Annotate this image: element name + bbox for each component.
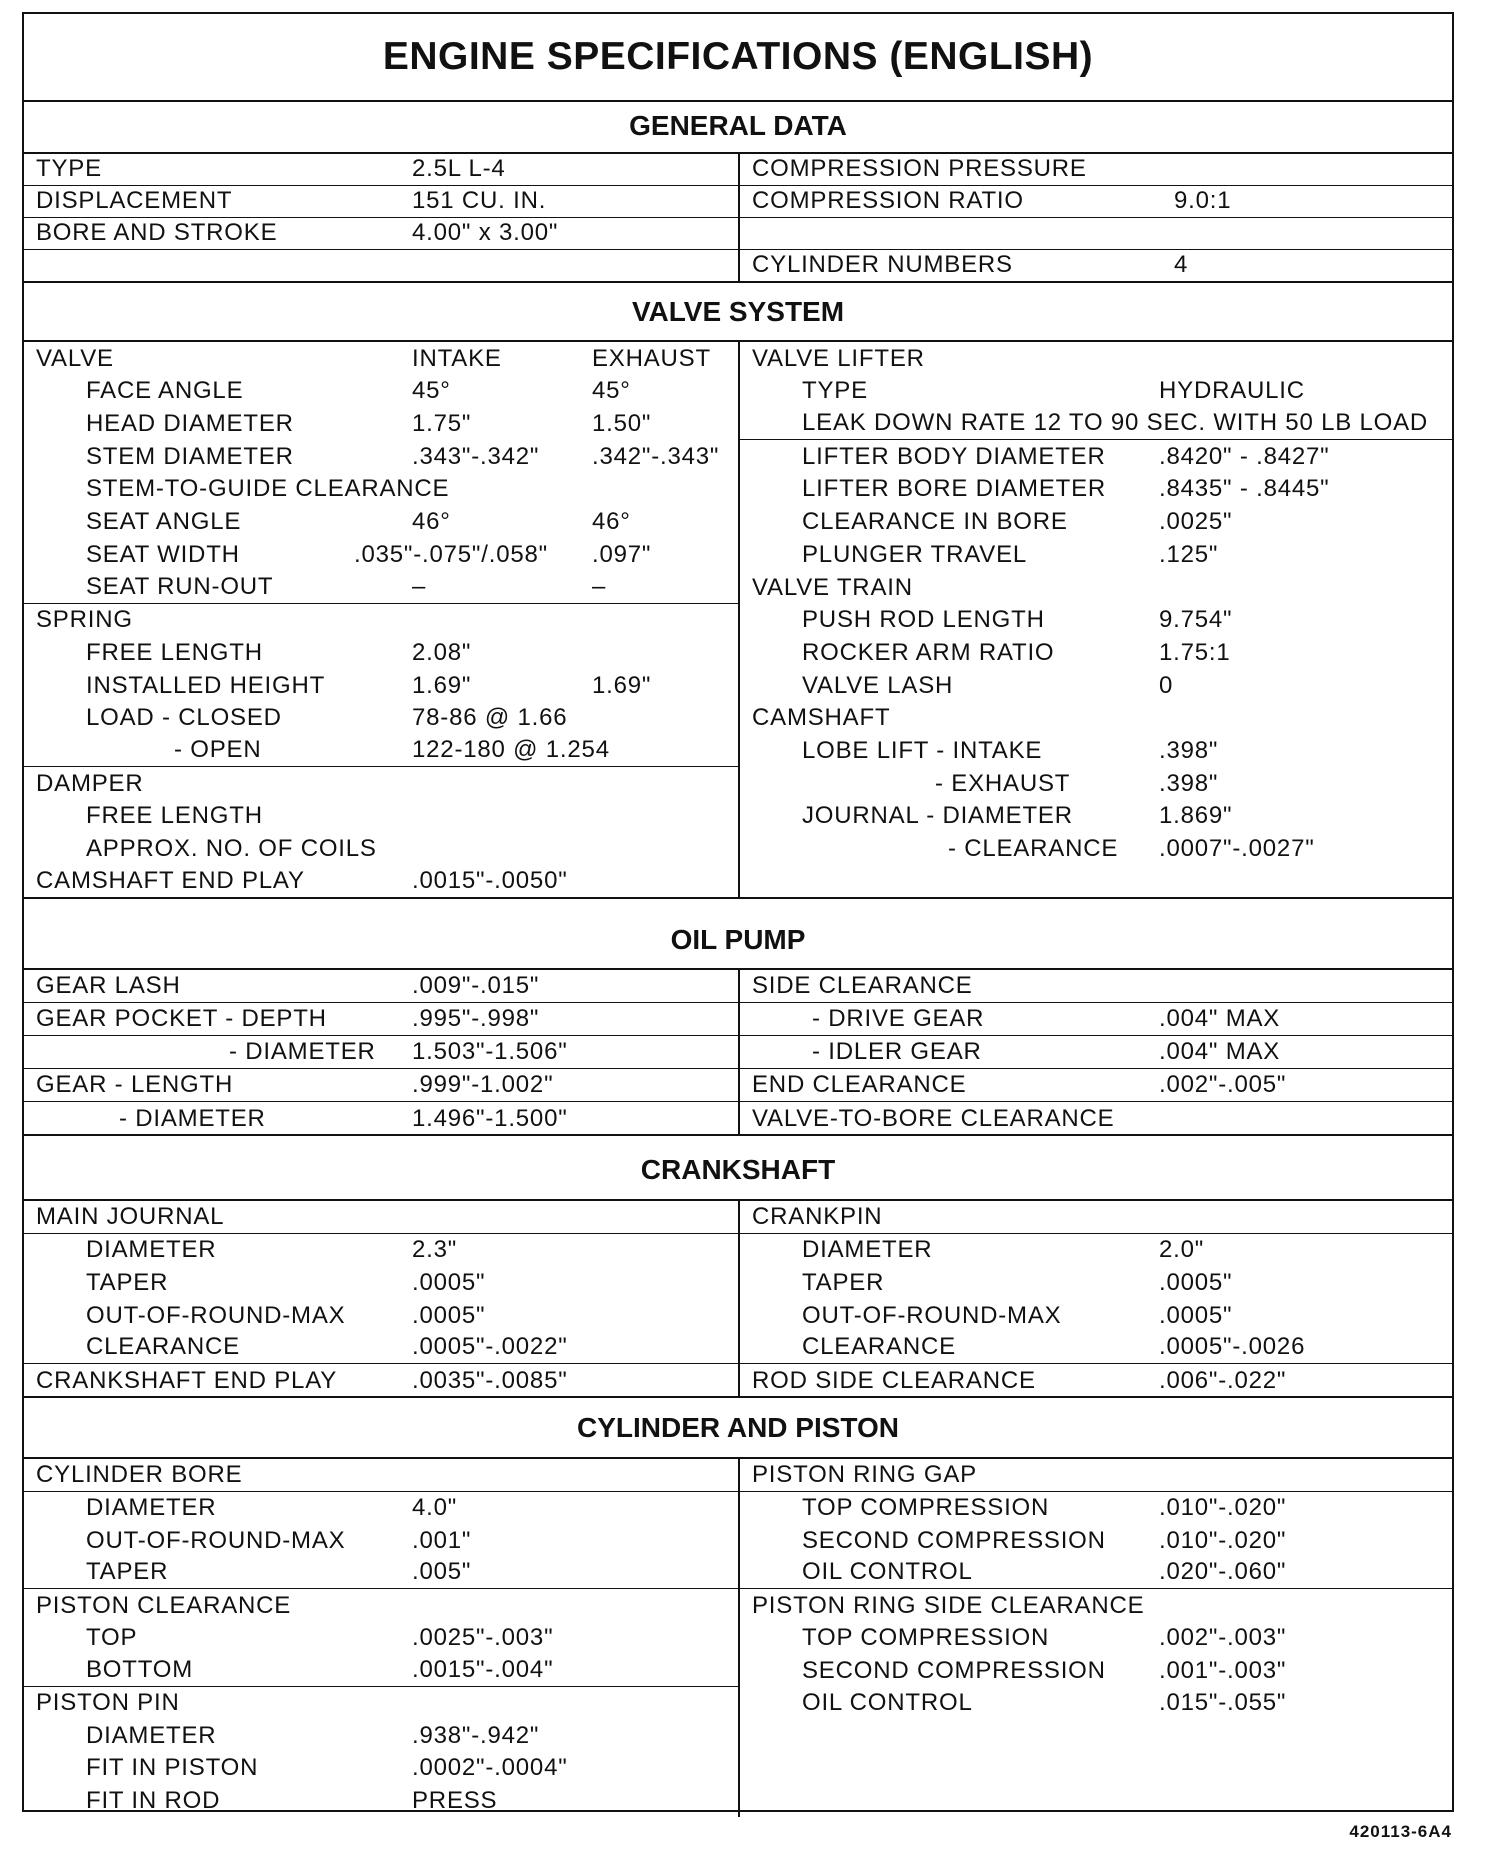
spec-value: 1.69" (412, 671, 472, 699)
spec-row (740, 506, 1452, 539)
spec-row (24, 1719, 738, 1752)
spec-label: CAMSHAFT (752, 704, 891, 732)
spec-label: SEAT WIDTH (86, 540, 240, 568)
spec-value: .938"-.942" (412, 1721, 540, 1749)
spec-label: VALVE (36, 344, 114, 372)
spec-value: 9.754" (1159, 606, 1233, 634)
spec-label: CAMSHAFT END PLAY (36, 866, 305, 894)
spec-label: JOURNAL - DIAMETER (802, 802, 1073, 830)
spec-label: SPRING (36, 606, 133, 634)
spec-label: PISTON CLEARANCE (36, 1591, 292, 1619)
spec-label: CYLINDER NUMBERS (752, 251, 1013, 278)
spec-row (24, 440, 738, 473)
spec-label: TYPE (802, 377, 868, 405)
spec-row (24, 800, 738, 833)
spec-label: SECOND COMPRESSION (802, 1526, 1106, 1554)
spec-row (24, 1654, 738, 1687)
spec-label: INSTALLED HEIGHT (86, 671, 326, 699)
spec-value: 1.503"-1.506" (412, 1038, 568, 1065)
spec-row (740, 1784, 1452, 1817)
spec-row (740, 538, 1452, 571)
spec-value: 78-86 @ 1.66 (412, 704, 568, 732)
spec-value: .0005" (1159, 1301, 1233, 1329)
spec-row (740, 1524, 1452, 1557)
spec-value-2: 1.50" (592, 410, 652, 438)
spec-row (740, 865, 1452, 898)
right-column (740, 342, 1452, 898)
spec-value: 1.75" (412, 410, 472, 438)
spec-value: .398" (1159, 737, 1219, 765)
spec-row (24, 1752, 738, 1785)
left-column (24, 342, 738, 898)
spec-row (24, 473, 738, 506)
spec-label: LEAK DOWN RATE 12 TO 90 SEC. WITH 50 LB LOAD (802, 409, 1429, 437)
spec-label: COMPRESSION PRESSURE (752, 155, 1087, 182)
spec-row (24, 1299, 738, 1332)
spec-label: STEM-TO-GUIDE CLEARANCE (86, 475, 450, 503)
spec-value: .0002"-.0004" (412, 1754, 568, 1781)
spec-label: SEAT ANGLE (86, 508, 242, 536)
spec-row (740, 1102, 1452, 1135)
spec-row (24, 538, 738, 571)
section-rule (24, 281, 1452, 283)
spec-label: VALVE-TO-BORE CLEARANCE (752, 1105, 1115, 1132)
spec-label: TYPE (36, 155, 102, 182)
spec-label: LOBE LIFT - INTAKE (802, 737, 1043, 765)
left-column (24, 154, 738, 282)
spec-label: END CLEARANCE (752, 1071, 967, 1098)
right-column (740, 1201, 1452, 1397)
spec-row (740, 440, 1452, 473)
spec-value: 1.869" (1159, 802, 1233, 830)
spec-value: 46° (412, 508, 451, 536)
spec-label: COMPRESSION RATIO (752, 187, 1024, 214)
spec-value: PRESS (412, 1786, 498, 1814)
right-column (740, 154, 1452, 282)
spec-value: 45° (412, 377, 451, 405)
spec-value: .343"-.342" (412, 442, 540, 470)
spec-value: .0005"-.0022" (412, 1333, 568, 1361)
spec-row (740, 1589, 1452, 1622)
spec-label: PLUNGER TRAVEL (802, 540, 1028, 568)
spec-label: VALVE LASH (802, 671, 954, 699)
spec-row (24, 1332, 738, 1365)
spec-value: HYDRAULIC (1159, 377, 1305, 405)
spec-row (740, 970, 1452, 1003)
spec-row (740, 218, 1452, 250)
spec-value: 2.08" (412, 638, 472, 666)
spec-row (24, 1622, 738, 1655)
spec-value: .035"-.075"/.058" (354, 540, 548, 568)
spec-value: .015"-.055" (1159, 1689, 1287, 1716)
spec-row (740, 1459, 1452, 1492)
spec-row (740, 154, 1452, 186)
spec-row (740, 1365, 1452, 1398)
spec-row (24, 669, 738, 702)
spec-label: PUSH ROD LENGTH (802, 606, 1045, 634)
section-rule (24, 897, 1452, 899)
spec-label: FIT IN PISTON (86, 1754, 259, 1781)
spec-value: .0005" (412, 1301, 486, 1329)
spec-label: PISTON RING SIDE CLEARANCE (752, 1591, 1145, 1619)
spec-value: .0015"-.0050" (412, 866, 568, 894)
spec-label: FREE LENGTH (86, 802, 263, 830)
section-crank (24, 1141, 1452, 1397)
spec-label: APPROX. NO. OF COILS (86, 835, 377, 863)
spec-value-2: .097" (592, 540, 652, 568)
spec-row (24, 154, 738, 186)
spec-label: GEAR - LENGTH (36, 1071, 234, 1098)
spec-value: – (412, 572, 427, 600)
spec-value: .398" (1159, 769, 1219, 797)
spec-label: - DIAMETER (229, 1038, 376, 1065)
spec-label: TAPER (86, 1269, 169, 1297)
spec-value-2: 46° (592, 508, 631, 536)
spec-label: OIL CONTROL (802, 1689, 973, 1716)
spec-value-2: – (592, 572, 607, 600)
spec-row (24, 702, 738, 735)
spec-value: .995"-.998" (412, 1005, 540, 1032)
spec-row (24, 506, 738, 539)
spec-label: VALVE TRAIN (752, 573, 913, 601)
section-rule (24, 1396, 1452, 1398)
spec-label: STEM DIAMETER (86, 442, 294, 470)
spec-row (740, 734, 1452, 767)
spec-label: SIDE CLEARANCE (752, 972, 973, 999)
section-heading: OIL PUMP (24, 912, 1452, 970)
spec-row (740, 1687, 1452, 1720)
spec-label: FIT IN ROD (86, 1786, 221, 1814)
spec-label: - DRIVE GEAR (812, 1005, 985, 1032)
section-oil (24, 912, 1452, 1135)
spec-value: .020"-.060" (1159, 1558, 1287, 1585)
spec-row (740, 800, 1452, 833)
spec-label: LIFTER BODY DIAMETER (802, 442, 1106, 470)
spec-value: .002"-.003" (1159, 1624, 1287, 1651)
spec-value: 2.0" (1159, 1236, 1205, 1264)
spec-label: SECOND COMPRESSION (802, 1656, 1106, 1684)
spec-label: TOP COMPRESSION (802, 1494, 1050, 1521)
spec-row (740, 1069, 1452, 1102)
spec-value: 0 (1159, 671, 1174, 699)
section-heading: CYLINDER AND PISTON (24, 1399, 1452, 1459)
spec-label: CRANKSHAFT END PLAY (36, 1367, 338, 1395)
spec-label: OUT-OF-ROUND-MAX (802, 1301, 1062, 1329)
spec-label: PISTON RING GAP (752, 1460, 977, 1488)
spec-value-2: 45° (592, 377, 631, 405)
spec-row (740, 571, 1452, 604)
spec-row (740, 1201, 1452, 1234)
spec-label: PISTON PIN (36, 1689, 180, 1716)
spec-label: LOAD - CLOSED (86, 704, 282, 732)
spec-label: GEAR LASH (36, 972, 181, 999)
section-valve (24, 284, 1452, 898)
spec-row (24, 1201, 738, 1234)
spec-row (740, 473, 1452, 506)
spec-row (24, 604, 738, 637)
spec-row (24, 1589, 738, 1622)
spec-value: .001"-.003" (1159, 1656, 1287, 1684)
spec-label: GEAR POCKET - DEPTH (36, 1005, 327, 1032)
spec-label: OIL CONTROL (802, 1558, 973, 1585)
spec-row (740, 1492, 1452, 1525)
spec-row (24, 1524, 738, 1557)
spec-label: LIFTER BORE DIAMETER (802, 475, 1107, 503)
spec-label: - OPEN (174, 736, 262, 764)
spec-row (24, 734, 738, 767)
spec-label: DIAMETER (86, 1236, 217, 1264)
spec-value: .0007"-.0027" (1159, 835, 1315, 863)
spec-label: ROD SIDE CLEARANCE (752, 1367, 1036, 1395)
spec-row (24, 1492, 738, 1525)
spec-value: .004" MAX (1159, 1005, 1281, 1032)
spec-value: 1.75:1 (1159, 638, 1231, 666)
right-column (740, 970, 1452, 1135)
section-general (24, 100, 1452, 282)
left-column (24, 1201, 738, 1397)
spec-label: DAMPER (36, 769, 144, 797)
page-title: ENGINE SPECIFICATIONS (ENGLISH) (24, 14, 1452, 102)
spec-label: - CLEARANCE (948, 835, 1119, 863)
spec-row (24, 865, 738, 898)
section-cyl (24, 1399, 1452, 1817)
spec-label: FACE ANGLE (86, 377, 244, 405)
spec-label: BORE AND STROKE (36, 219, 278, 246)
spec-label: DISPLACEMENT (36, 187, 233, 214)
spec-row (740, 1654, 1452, 1687)
spec-label: TOP COMPRESSION (802, 1624, 1050, 1651)
spec-row (24, 1365, 738, 1398)
spec-label: ROCKER ARM RATIO (802, 638, 1055, 666)
spec-label: TAPER (802, 1269, 885, 1297)
spec-row (24, 1234, 738, 1267)
spec-value: .001" (412, 1526, 472, 1554)
spec-row (24, 1557, 738, 1590)
spec-label: CLEARANCE (802, 1333, 956, 1361)
spec-label: TOP (86, 1624, 138, 1651)
spec-label: MAIN JOURNAL (36, 1202, 225, 1230)
spec-value: .0015"-.004" (412, 1655, 554, 1683)
spec-label: SEAT RUN-OUT (86, 572, 274, 600)
spec-row (740, 669, 1452, 702)
spec-value: 2.3" (412, 1236, 458, 1264)
spec-label: DIAMETER (86, 1494, 217, 1521)
spec-value: .0005"-.0026 (1159, 1333, 1306, 1361)
spec-value: .0005" (1159, 1269, 1233, 1297)
spec-row (24, 571, 738, 604)
spec-row (24, 342, 738, 375)
spec-row (740, 1332, 1452, 1365)
spec-label: OUT-OF-ROUND-MAX (86, 1526, 346, 1554)
spec-row (740, 375, 1452, 408)
spec-label: CYLINDER BORE (36, 1460, 243, 1488)
spec-row (740, 1299, 1452, 1332)
left-column (24, 970, 738, 1135)
right-column (740, 1459, 1452, 1817)
spec-value: .006"-.022" (1159, 1367, 1287, 1395)
spec-row (24, 1036, 738, 1069)
spec-value: 1.496"-1.500" (412, 1105, 568, 1132)
spec-value: .010"-.020" (1159, 1526, 1287, 1554)
spec-value: .010"-.020" (1159, 1494, 1287, 1521)
spec-row (740, 1719, 1452, 1752)
spec-value: 2.5L L-4 (412, 155, 506, 182)
spec-row (24, 636, 738, 669)
section-heading: VALVE SYSTEM (24, 284, 1452, 342)
spec-value-2: .342"-.343" (592, 442, 720, 470)
spec-label: TAPER (86, 1558, 169, 1585)
spec-value: .002"-.005" (1159, 1071, 1287, 1098)
spec-value: .0005" (412, 1269, 486, 1297)
spec-row (740, 604, 1452, 637)
spec-value: 122-180 @ 1.254 (412, 736, 610, 764)
spec-row (24, 250, 738, 282)
spec-row (740, 636, 1452, 669)
spec-sheet (22, 12, 1454, 1812)
spec-row (740, 1036, 1452, 1069)
spec-value: .0025"-.003" (412, 1624, 554, 1651)
spec-value: .999"-1.002" (412, 1071, 554, 1098)
spec-row (740, 767, 1452, 800)
spec-row (740, 1234, 1452, 1267)
spec-label: BOTTOM (86, 1655, 194, 1683)
spec-label: OUT-OF-ROUND-MAX (86, 1301, 346, 1329)
spec-row (740, 1622, 1452, 1655)
spec-row (740, 1003, 1452, 1036)
spec-value: 151 CU. IN. (412, 187, 547, 214)
spec-label: - EXHAUST (935, 769, 1071, 797)
spec-label: DIAMETER (802, 1236, 933, 1264)
spec-row (740, 1266, 1452, 1299)
spec-row (740, 186, 1452, 218)
spec-value: .004" MAX (1159, 1038, 1281, 1065)
spec-row (24, 767, 738, 800)
spec-row (24, 1784, 738, 1817)
spec-row (24, 1069, 738, 1102)
spec-row (24, 1266, 738, 1299)
spec-label: CRANKPIN (752, 1202, 883, 1230)
section-rule (24, 1134, 1452, 1136)
spec-row (24, 1003, 738, 1036)
spec-row (24, 375, 738, 408)
spec-label: CLEARANCE (86, 1333, 240, 1361)
spec-value: .8435" - .8445" (1159, 475, 1330, 503)
spec-label: DIAMETER (86, 1721, 217, 1749)
spec-value: 4.0" (412, 1494, 458, 1521)
spec-value: 9.0:1 (1174, 187, 1232, 214)
spec-row (24, 407, 738, 440)
spec-label: - DIAMETER (119, 1105, 266, 1132)
spec-row (740, 833, 1452, 866)
spec-value: INTAKE (412, 344, 502, 372)
figure-code: 420113-6A4 (1349, 1822, 1452, 1841)
spec-row (740, 407, 1452, 440)
spec-row (740, 702, 1452, 735)
spec-label: CLEARANCE IN BORE (802, 508, 1068, 536)
spec-row (24, 833, 738, 866)
section-heading: GENERAL DATA (24, 100, 1452, 154)
spec-row (740, 1557, 1452, 1590)
spec-row (24, 970, 738, 1003)
spec-value: .125" (1159, 540, 1219, 568)
spec-label: VALVE LIFTER (752, 344, 925, 372)
spec-value: 4 (1174, 251, 1189, 278)
spec-row (24, 218, 738, 250)
spec-row (740, 1752, 1452, 1785)
spec-row (740, 342, 1452, 375)
spec-row (24, 1687, 738, 1720)
left-column (24, 1459, 738, 1817)
spec-value: .0025" (1159, 508, 1233, 536)
spec-row (24, 1459, 738, 1492)
spec-label: - IDLER GEAR (812, 1038, 982, 1065)
spec-value: .0035"-.0085" (412, 1367, 568, 1395)
spec-value-2: EXHAUST (592, 344, 711, 372)
spec-row (24, 1102, 738, 1135)
spec-row (740, 250, 1452, 282)
spec-value: 4.00" x 3.00" (412, 219, 559, 246)
spec-label: FREE LENGTH (86, 638, 263, 666)
section-heading: CRANKSHAFT (24, 1141, 1452, 1201)
spec-value: .8420" - .8427" (1159, 442, 1330, 470)
spec-value-2: 1.69" (592, 671, 652, 699)
spec-label: HEAD DIAMETER (86, 410, 294, 438)
spec-value: .005" (412, 1558, 472, 1585)
spec-value: .009"-.015" (412, 972, 540, 999)
spec-row (24, 186, 738, 218)
